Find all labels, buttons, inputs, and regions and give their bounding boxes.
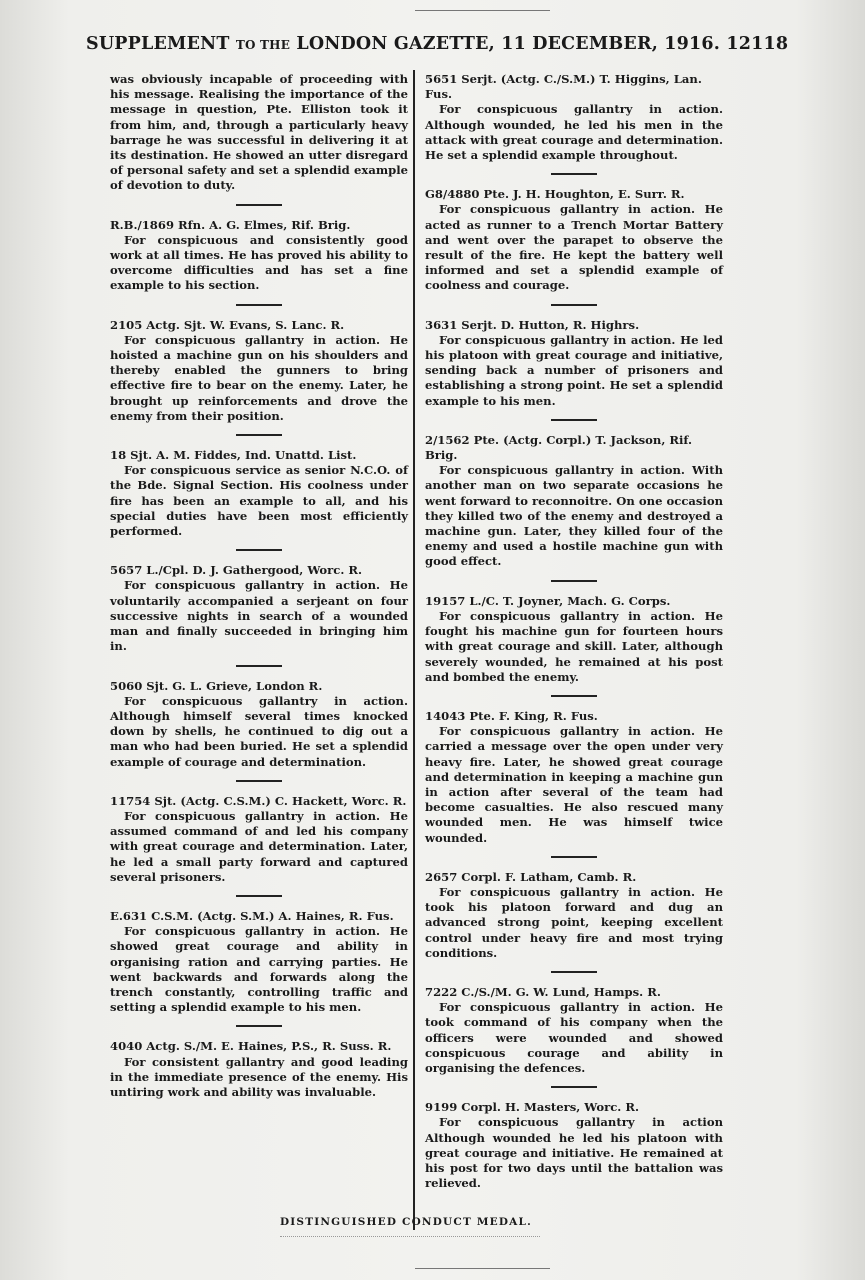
- entry-separator: [551, 173, 597, 175]
- masthead-title: SUPPLEMENT: [86, 34, 230, 54]
- award-entry: [425, 985, 723, 1076]
- entry-citation: For conspicuous gallantry in action. He carried a message over the open under very heavy fire. Later, he showed great courage and determination in keeping a machine gun in action after several of the team had become casualties. He also rescued many wounded men. He was himself twice wounded.: [425, 724, 723, 845]
- award-entry: [110, 72, 408, 194]
- entry-heading: E.631 C.S.M. (Actg. S.M.) A. Haines, R. Fus.: [110, 908, 394, 923]
- entry-heading: 11754 Sjt. (Actg. C.S.M.) C. Hackett, Worc. R.: [110, 793, 407, 808]
- entry-heading: R.B./1869 Rfn. A. G. Elmes, Rif. Brig.: [110, 217, 351, 232]
- entry-heading: 9199 Corpl. H. Masters, Worc. R.: [425, 1100, 640, 1115]
- award-entry: [110, 448, 408, 539]
- entry-heading: 5657 L./Cpl. D. J. Gathergood, Worc. R.: [110, 563, 363, 578]
- entry-separator: [236, 1025, 282, 1027]
- award-entry: [425, 72, 723, 163]
- entry-citation: For conspicuous gallantry in action. He took his platoon forward and dug an advanced strong point, keeping excellent control under heavy fire and most trying conditions.: [425, 884, 723, 960]
- entry-citation: For conspicuous gallantry in action. He fought his machine gun for fourteen hours with great courage and skill. Later, although severely wounded, he remained at his post and bombed the enemy.: [425, 608, 723, 684]
- entry-separator: [236, 434, 282, 436]
- entry-heading: 2105 Actg. Sjt. W. Evans, S. Lanc. R.: [110, 317, 345, 332]
- masthead-to-the: TO THE: [235, 38, 291, 52]
- entry-heading: 18 Sjt. A. M. Fiddes, Ind. Unattd. List.: [110, 448, 357, 463]
- entry-separator: [551, 419, 597, 421]
- bottom-rule: [415, 1268, 550, 1269]
- faint-text-line: [280, 1236, 540, 1243]
- column-divider: [413, 70, 415, 1230]
- award-entry: [425, 433, 723, 570]
- award-entry: [110, 909, 408, 1015]
- entry-heading: 5060 Sjt. G. L. Grieve, London R.: [110, 678, 323, 693]
- entry-separator: [551, 971, 597, 973]
- entry-heading: 2657 Corpl. F. Latham, Camb. R.: [425, 869, 637, 884]
- entry-citation: was obviously incapable of proceeding with his message. Realising the importance of the message in question, Pte. Elliston took it from him, and, through a particularly heavy barrage he was successful in delivering it at its destination. He showed an utter disregard of personal safety and set a splendid example of devotion to duty.: [110, 72, 408, 193]
- award-entry: [425, 187, 723, 293]
- award-entry: [425, 1100, 723, 1191]
- entry-heading: 14043 Pte. F. King, R. Fus.: [425, 708, 598, 723]
- entry-citation: For conspicuous gallantry in action. He hoisted a machine gun on his shoulders and thereby enabled the gunners to bring effective fire to bear on the enemy. Later, he brought up reinforcements and drove the enemy from their position.: [110, 332, 408, 423]
- entry-separator: [551, 580, 597, 582]
- entry-citation: For conspicuous gallantry in action. He voluntarily accompanied a serjeant on four successive nights in search of a wounded man and finally succeeded in bringing him in.: [110, 578, 408, 654]
- entry-citation: For conspicuous gallantry in action. With another man on two separate occasions he went forward to reconnoitre. On one occasion they killed two of the enemy and destroyed a machine gun. Later, they killed four of the enemy and used a hostile machine gun with good effect.: [425, 463, 723, 569]
- entry-separator: [236, 304, 282, 306]
- entry-separator: [551, 856, 597, 858]
- entry-heading: 5651 Serjt. (Actg. C./S.M.) T. Higgins, Lan. Fus.: [425, 72, 702, 102]
- award-entry: [425, 709, 723, 846]
- entry-separator: [236, 204, 282, 206]
- top-rule: [415, 10, 550, 11]
- award-entry: [110, 679, 408, 770]
- entry-citation: For consistent gallantry and good leading in the immediate presence of the enemy. His untiring work and ability was invaluable.: [110, 1054, 408, 1099]
- masthead-date: 11 DECEMBER, 1916.: [501, 34, 721, 54]
- entry-citation: For conspicuous service as senior N.C.O. of the Bde. Signal Section. His coolness under fire has been an example to all, and his special duties have been most efficiently performed.: [110, 463, 408, 539]
- entry-citation: For conspicuous and consistently good work at all times. He has proved his ability to overcome difficulties and has set a fine example to his section.: [110, 232, 408, 293]
- masthead-gazette: LONDON GAZETTE,: [296, 34, 495, 54]
- award-entry: [425, 594, 723, 685]
- section-heading-dcm: DISTINGUISHED CONDUCT MEDAL.: [280, 1216, 532, 1228]
- entry-heading: 3631 Serjt. D. Hutton, R. Highrs.: [425, 317, 640, 332]
- entry-heading: 7222 C./S./M. G. W. Lund, Hamps. R.: [425, 984, 661, 999]
- entry-separator: [236, 895, 282, 897]
- entry-separator: [551, 695, 597, 697]
- entry-heading: G8/4880 Pte. J. H. Houghton, E. Surr. R.: [425, 187, 685, 202]
- right-column: [425, 72, 723, 1197]
- entry-separator: [551, 304, 597, 306]
- award-entry: [110, 318, 408, 424]
- entry-citation: For conspicuous gallantry in action. Although himself several times knocked down by shells, he continued to dig out a man who had been buried. He set a splendid example of courage and determination.: [110, 693, 408, 769]
- entry-separator: [236, 665, 282, 667]
- award-entry: [110, 1039, 408, 1100]
- left-column: [110, 72, 408, 1106]
- entry-citation: For conspicuous gallantry in action. He showed great courage and ability in organising ration and carrying parties. He went backwards and forwards along the trench constantly, controlling traffic and setting a splendid example to his men.: [110, 924, 408, 1015]
- entry-heading: 4040 Actg. S./M. E. Haines, P.S., R. Suss. R.: [110, 1039, 392, 1054]
- entry-citation: For conspicuous gallantry in action. He assumed command of and led his company with great courage and determination. Later, he led a small party forward and captured several prisoners.: [110, 808, 408, 884]
- award-entry: [425, 870, 723, 961]
- award-entry: [425, 318, 723, 409]
- entry-separator: [236, 549, 282, 551]
- entry-citation: For conspicuous gallantry in action. Although wounded, he led his men in the attack with great courage and determination. He set a splendid example throughout.: [425, 102, 723, 163]
- masthead-page-number: 12118: [726, 34, 789, 54]
- entry-heading: 19157 L./C. T. Joyner, Mach. G. Corps.: [425, 593, 671, 608]
- entry-citation: For conspicuous gallantry in action. He acted as runner to a Trench Mortar Battery and went over the parapet to observe the result of the fire. He kept the battery well informed and set a splendid example of coolness and courage.: [425, 202, 723, 293]
- award-entry: [110, 563, 408, 654]
- entry-heading: 2/1562 Pte. (Actg. Corpl.) T. Jackson, Rif. Brig.: [425, 432, 693, 463]
- entry-separator: [551, 1086, 597, 1088]
- entry-citation: For conspicuous gallantry in action. He led his platoon with great courage and initiative, sending back a number of prisoners and establishing a strong point. He set a splendid example to his men.: [425, 332, 723, 408]
- entry-citation: For conspicuous gallantry in action Although wounded he led his platoon with great courage and initiative. He remained at his post for two days until the battalion was relieved.: [425, 1115, 723, 1191]
- award-entry: [110, 218, 408, 294]
- entry-separator: [236, 780, 282, 782]
- award-entry: [110, 794, 408, 885]
- page-masthead: [86, 34, 789, 54]
- entry-citation: For conspicuous gallantry in action. He took command of his company when the officers were wounded and showed conspicuous courage and ability in organising the defences.: [425, 1000, 723, 1075]
